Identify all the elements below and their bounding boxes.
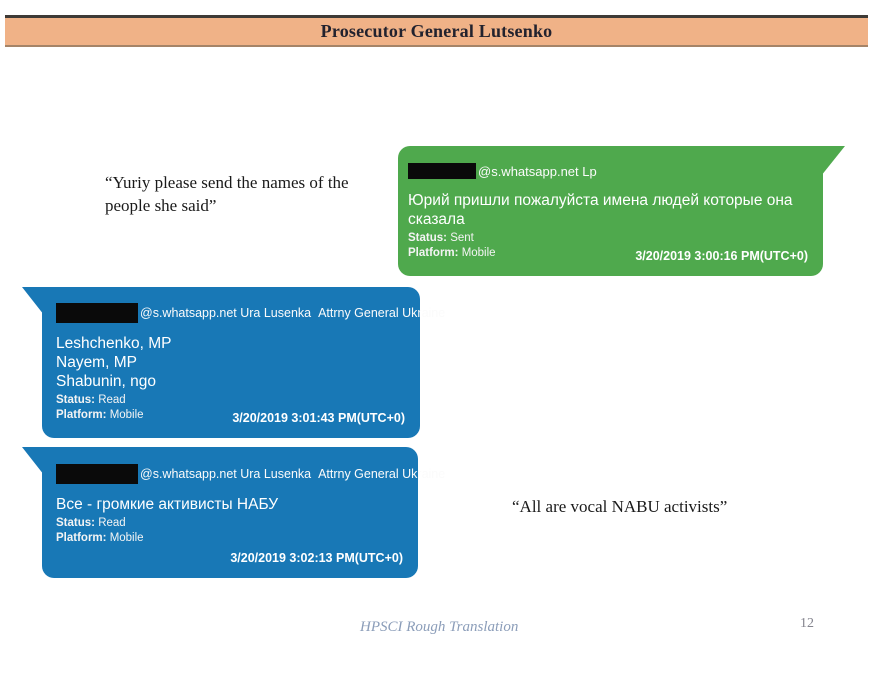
translation-quote-left: “Yuriy please send the names of the people she said” [105,173,349,215]
platform-value: Mobile [109,532,144,544]
translation-quote-right: “All are vocal NABU activists” [512,497,728,516]
bubble-tail [22,447,44,475]
timestamp: 3/20/2019 3:00:16 PM(UTC+0) [635,249,808,263]
chat-bubble-outgoing [398,146,823,276]
chat-bubble-incoming-1 [42,287,446,438]
footer-translation-note: HPSCI Rough Translation [360,619,519,635]
timestamp: 3/20/2019 3:01:43 PM(UTC+0) [232,411,405,425]
platform-row [56,532,404,544]
status-row [408,232,809,244]
platform-label: Platform: [408,247,459,259]
status-value: Sent [450,232,474,244]
slide-title-banner [5,15,868,47]
redaction-bar [408,163,476,179]
timestamp: 3/20/2019 3:02:13 PM(UTC+0) [230,551,403,565]
platform-label: Platform: [56,532,107,544]
sender-address: @s.whatsapp.net Ura Lusenka Attrny General Ukraine [140,467,446,481]
sender-address: @s.whatsapp.net Ura Lusenka Attrny General Ukraine [140,306,446,320]
message-line: Leshchenko, MP [56,335,172,352]
status-value: Read [98,517,126,529]
status-row [56,394,406,406]
platform-label: Platform: [56,409,107,421]
chat-bubble-incoming-2 [42,447,446,578]
platform-value: Mobile [109,409,144,421]
message-text [56,334,406,391]
sender-row [56,464,446,484]
sender-row [408,163,809,179]
page-number: 12 [800,616,814,631]
status-label: Status: [56,517,95,529]
message-text: Все - громкие активисты НАБУ [56,496,279,513]
sender-address: @s.whatsapp.net Lp [478,163,597,179]
slide-title: Prosecutor General Lutsenko [320,21,553,41]
message-line: Nayem, MP [56,354,137,371]
redaction-bar [56,464,138,484]
message-text: Юрий пришли пожалуйста имена людей которые она сказала [408,192,793,228]
status-label: Status: [408,232,447,244]
message-line: Shabunin, ngo [56,373,156,390]
bubble-tail [22,287,44,315]
status-label: Status: [56,394,95,406]
redaction-bar [56,303,138,323]
bubble-tail [821,146,845,176]
status-value: Read [98,394,126,406]
platform-value: Mobile [461,247,496,259]
status-row [56,517,404,529]
sender-row [56,303,446,323]
